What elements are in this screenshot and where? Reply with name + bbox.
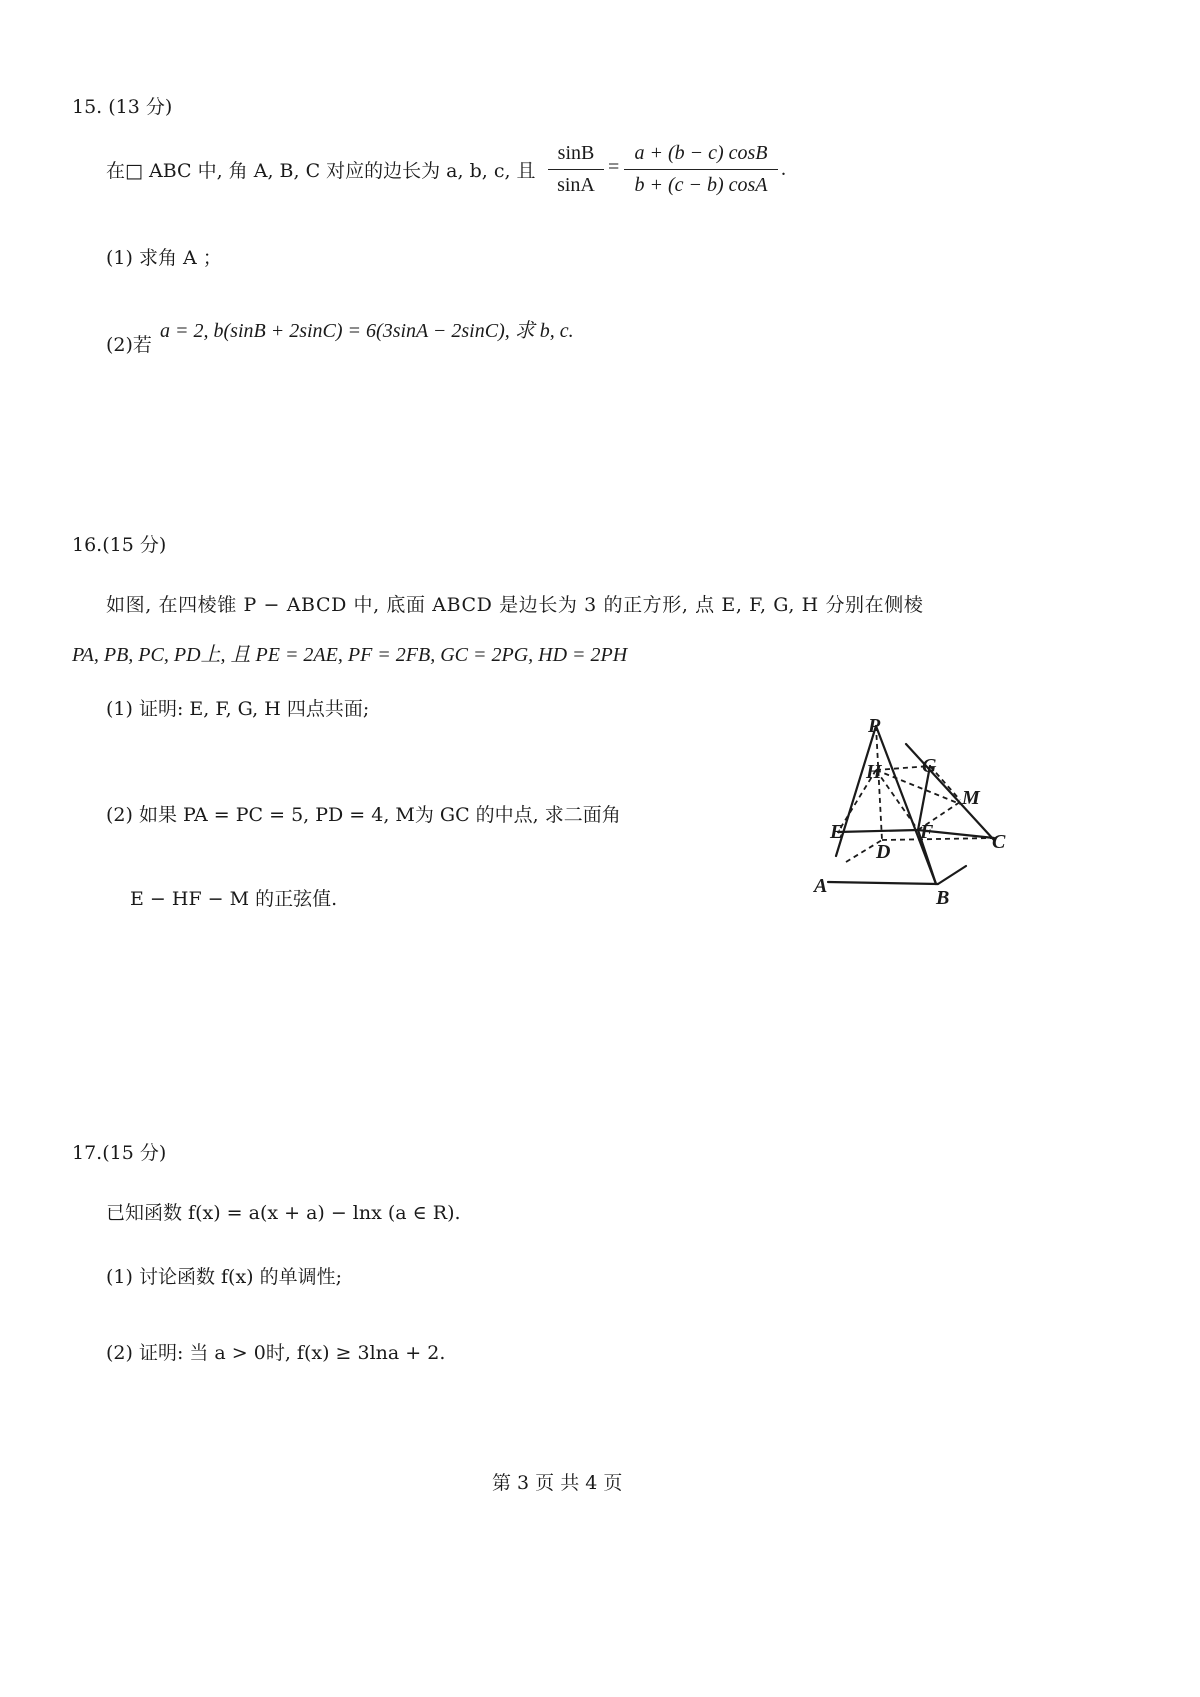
label-H: H xyxy=(866,761,882,783)
q16-header: 16.(15 分) xyxy=(72,534,167,556)
label-A: A xyxy=(814,875,828,897)
q17-header: 17.(15 分) xyxy=(72,1142,167,1164)
label-C: C xyxy=(992,831,1006,853)
q15-equals: = xyxy=(608,156,620,178)
label-F: F xyxy=(920,821,934,843)
q15-fraction-left xyxy=(548,142,604,197)
q15-stem: 在□ ABC 中, 角 A, B, C 对应的边长为 a, b, c, 且 xyxy=(106,160,536,182)
label-D: D xyxy=(876,841,891,863)
q17-part1: (1) 讨论函数 f(x) 的单调性; xyxy=(106,1266,343,1288)
q15-period: . xyxy=(781,158,786,180)
label-M: M xyxy=(962,787,980,809)
edge-PD xyxy=(876,726,882,840)
fraction-bar xyxy=(624,169,778,170)
q15-part2-math: a = 2, b(sinB + 2sinC) = 6(3sinA − 2sinC), 求 b, c. xyxy=(160,320,574,342)
q16-stem-line1: 如图, 在四棱锥 P − ABCD 中, 底面 ABCD 是边长为 3 的正方形, 点 E, F, G, H 分别在侧棱 xyxy=(106,594,924,616)
label-E: E xyxy=(830,821,844,843)
q15-fraction-right xyxy=(624,142,778,197)
fraction-bar xyxy=(548,169,604,170)
q17-part2: (2) 证明: 当 a > 0时, f(x) ≥ 3lna + 2. xyxy=(106,1342,446,1364)
label-P: P xyxy=(868,715,881,737)
q15-frac2-denominator: b + (c − b) cosA xyxy=(634,174,768,196)
edge-EF xyxy=(838,830,918,832)
q15-part1: (1) 求角 A ； xyxy=(106,247,222,269)
q15-frac1-numerator: sinB xyxy=(557,142,595,164)
label-B: B xyxy=(936,887,950,909)
q15-frac1-denominator: sinA xyxy=(557,174,595,196)
edge-AB xyxy=(828,882,938,884)
q16-part1: (1) 证明: E, F, G, H 四点共面; xyxy=(106,698,370,720)
page-footer: 第 3 页 共 4 页 xyxy=(492,1472,623,1494)
q15-frac2-numerator: a + (b − c) cosB xyxy=(634,142,768,164)
label-G: G xyxy=(922,755,937,777)
q16-part2b: E − HF − M 的正弦值. xyxy=(130,888,338,910)
pyramid-figure xyxy=(810,712,1030,912)
q15-part2-label: (2)若 xyxy=(106,334,152,356)
q16-stem-line2: PA, PB, PC, PD上, 且 PE = 2AE, PF = 2FB, GC = 2PG, HD = 2PH xyxy=(72,644,628,666)
q17-stem: 已知函数 f(x) = a(x + a) − lnx (a ∈ R). xyxy=(106,1202,461,1224)
q16-part2: (2) 如果 PA = PC = 5, PD = 4, M为 GC 的中点, 求二面角 xyxy=(106,804,621,826)
q15-header: 15. (13 分) xyxy=(72,96,173,118)
edge-BC xyxy=(938,866,966,884)
edge-DC xyxy=(882,838,994,840)
